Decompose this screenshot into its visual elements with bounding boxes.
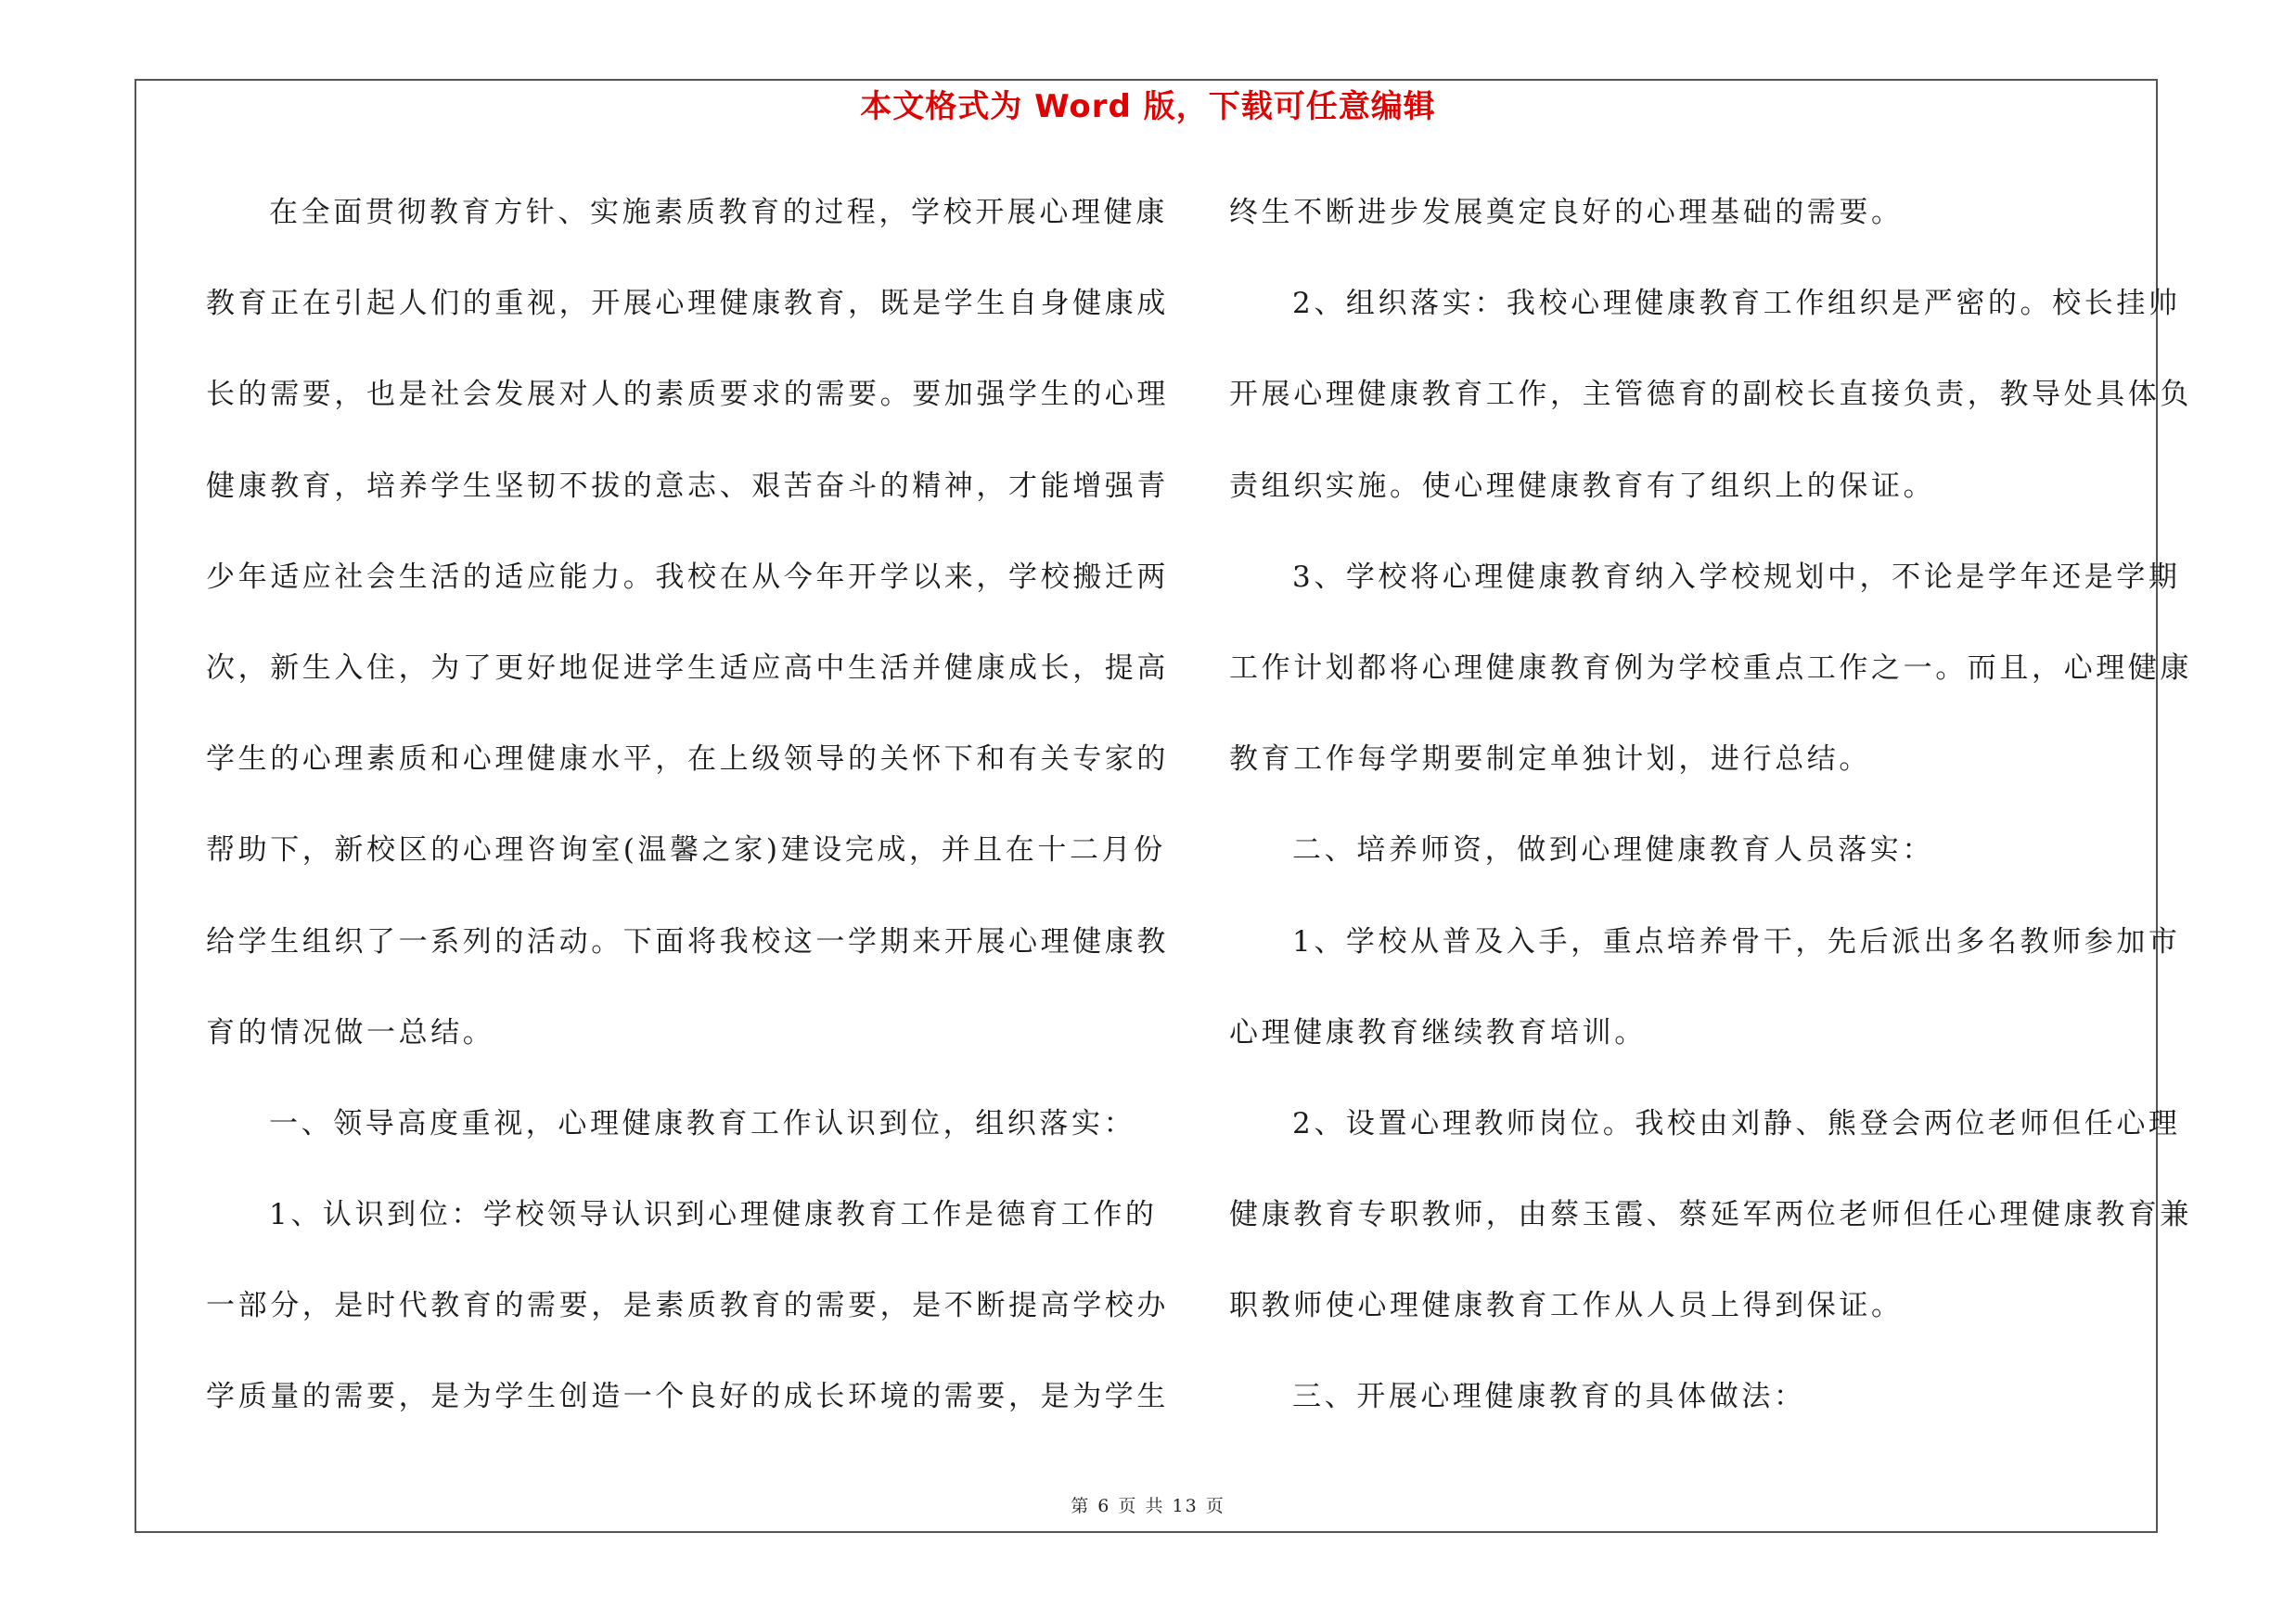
text-line: 一部分，是时代教育的需要，是素质教育的需要，是不断提高学校办	[206, 1289, 1169, 1323]
text-line: 健康教育专职教师，由蔡玉霞、蔡延军两位老师但任心理健康教育兼	[1229, 1198, 2192, 1232]
text-line: 育的情况做一总结。	[206, 1015, 495, 1050]
text-line: 学生的心理素质和心理健康水平，在上级领导的关怀下和有关专家的	[206, 742, 1169, 777]
text-line: 帮助下，新校区的心理咨询室(温馨之家)建设完成，并且在十二月份	[206, 833, 1166, 868]
text-line: 学质量的需要，是为学生创造一个良好的成长环境的需要，是为学生	[206, 1380, 1169, 1414]
left-column	[206, 184, 1169, 1460]
text-line: 次，新生入住，为了更好地促进学生适应高中生活并健康成长，提高	[206, 650, 1169, 685]
text-line: 工作计划都将心理健康教育例为学校重点工作之一。而且，心理健康	[1229, 650, 2192, 685]
text-line: 终生不断进步发展奠定良好的心理基础的需要。	[1229, 196, 1904, 229]
section-heading: 一、领导高度重视，心理健康教育工作认识到位，组织落实：	[269, 1106, 1136, 1140]
text-line: 健康教育，培养学生坚韧不拔的意志、艰苦奋斗的精神，才能增强青	[206, 469, 1169, 503]
text-line: 教育工作每学期要制定单独计划，进行总结。	[1229, 742, 1871, 777]
text-line: 3、学校将心理健康教育纳入学校规划中，不论是学年还是学期	[1292, 560, 2181, 594]
text-line: 职教师使心理健康教育工作从人员上得到保证。	[1229, 1289, 1904, 1323]
text-line: 长的需要，也是社会发展对人的素质要求的需要。要加强学生的心理	[206, 378, 1169, 412]
text-line: 2、设置心理教师岗位。我校由刘静、熊登会两位老师但任心理	[1292, 1106, 2181, 1140]
word-format-banner: 本文格式为 Word 版，下载可任意编辑	[860, 88, 1436, 125]
text-line: 1、认识到位：学校领导认识到心理健康教育工作是德育工作的	[269, 1198, 1158, 1232]
text-line: 在全面贯彻教育方针、实施素质教育的过程，学校开展心理健康	[269, 196, 1168, 229]
right-column	[1229, 184, 2192, 1460]
text-line: 少年适应社会生活的适应能力。我校在从今年开学以来，学校搬迁两	[206, 560, 1169, 594]
text-line: 责组织实施。使心理健康教育有了组织上的保证。	[1229, 469, 1936, 503]
page-number: 第 6 页 共 13 页	[1071, 1496, 1225, 1516]
text-line: 2、组织落实：我校心理健康教育工作组织是严密的。校长挂帅	[1292, 287, 2181, 321]
text-line: 给学生组织了一系列的活动。下面将我校这一学期来开展心理健康教	[206, 924, 1169, 959]
text-line: 心理健康教育继续教育培训。	[1229, 1015, 1647, 1050]
section-heading: 二、培养师资，做到心理健康教育人员落实：	[1292, 833, 1934, 868]
text-line: 教育正在引起人们的重视，开展心理健康教育，既是学生自身健康成	[206, 287, 1169, 321]
text-line: 1、学校从普及入手，重点培养骨干，先后派出多名教师参加市	[1292, 924, 2181, 959]
text-line: 开展心理健康教育工作，主管德育的副校长直接负责，教导处具体负	[1229, 378, 2192, 412]
section-heading: 三、开展心理健康教育的具体做法：	[1292, 1380, 1806, 1414]
